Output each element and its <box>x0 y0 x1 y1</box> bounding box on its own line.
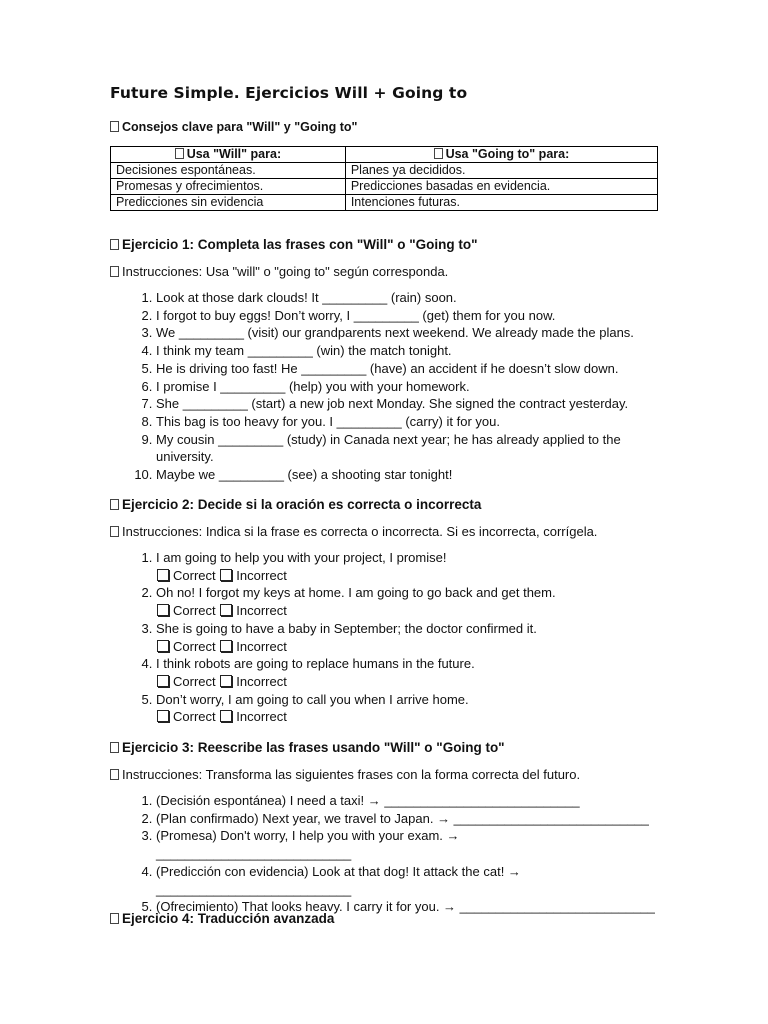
exercise-icon <box>110 499 119 510</box>
list-item: 8. This bag is too heavy for you. I _________ (carry) it for you. <box>156 413 658 431</box>
checkbox-correct[interactable] <box>157 604 169 616</box>
table-header-row <box>111 147 658 163</box>
list-item: 4. I think robots are going to replace humans in the future. Correct Incorrect <box>156 655 658 690</box>
list-item: 6. I promise I _________ (help) you with your homework. <box>156 378 658 396</box>
list-item: 4. I think my team _________ (win) the match tonight. <box>156 342 658 360</box>
checkbox-incorrect[interactable] <box>220 640 232 652</box>
checkbox-incorrect[interactable] <box>220 675 232 687</box>
instructions-icon <box>110 769 119 780</box>
table-header-will: Usa "Will" para: <box>111 147 346 163</box>
exercise-icon <box>110 239 119 250</box>
answer-options: Correct Incorrect <box>156 708 658 726</box>
checkbox-correct[interactable] <box>157 640 169 652</box>
will-going-to-table <box>110 146 658 211</box>
table-header-going-to: Usa "Going to" para: <box>345 147 657 163</box>
list-item: 9. My cousin _________ (study) in Canada next year; he has already applied to the university. <box>156 431 658 466</box>
table-cell: Promesas y ofrecimientos. <box>111 179 346 195</box>
exercise-2-heading: Ejercicio 2: Decide si la oración es correcta o incorrecta <box>110 497 658 512</box>
checkbox-correct[interactable] <box>157 675 169 687</box>
list-item: 4. (Predicción con evidencia) Look at that dog! It attack the cat! → ___________________________ <box>156 863 658 898</box>
list-item: 5. Don’t worry, I am going to call you when I arrive home. Correct Incorrect <box>156 691 658 726</box>
list-item: 5. (Ofrecimiento) That looks heavy. I carry it for you. → ___________________________ <box>156 898 658 916</box>
table-cell: Intenciones futuras. <box>345 195 657 211</box>
list-item: 1. Look at those dark clouds! It _________ (rain) soon. <box>156 289 658 307</box>
header-icon <box>175 148 184 159</box>
answer-options: Correct Incorrect <box>156 673 658 691</box>
list-item: 1. I am going to help you with your project, I promise! Correct Incorrect <box>156 549 658 584</box>
tips-icon <box>110 121 119 132</box>
list-item: 1. (Decisión espontánea) I need a taxi! → ___________________________ <box>156 792 658 810</box>
table-cell: Predicciones sin evidencia <box>111 195 346 211</box>
exercise-2-instructions: Instrucciones: Indica si la frase es correcta o incorrecta. Si es incorrecta, corrígela. <box>110 524 658 539</box>
list-item: 3. She is going to have a baby in September; the doctor confirmed it. Correct Incorrect <box>156 620 658 655</box>
page-title: Future Simple. Ejercicios Will + Going to <box>110 84 468 102</box>
exercise-3-heading: Ejercicio 3: Reescribe las frases usando "Will" o "Going to" <box>110 740 658 755</box>
exercise-1-list <box>110 289 658 484</box>
instructions-icon <box>110 266 119 277</box>
tips-heading <box>110 120 658 134</box>
instructions-icon <box>110 526 119 537</box>
table-row <box>111 163 658 179</box>
checkbox-incorrect[interactable] <box>220 604 232 616</box>
exercise-icon <box>110 913 119 924</box>
exercise-1-heading: Ejercicio 1: Completa las frases con "Will" o "Going to" <box>110 237 658 252</box>
table-cell: Predicciones basadas en evidencia. <box>345 179 657 195</box>
checkbox-correct[interactable] <box>157 710 169 722</box>
answer-options: Correct Incorrect <box>156 638 658 656</box>
list-item: 3. We _________ (visit) our grandparents next weekend. We already made the plans. <box>156 324 658 342</box>
table-cell: Planes ya decididos. <box>345 163 657 179</box>
exercise-4 <box>110 911 658 926</box>
answer-options: Correct Incorrect <box>156 602 658 620</box>
checkbox-incorrect[interactable] <box>220 710 232 722</box>
exercise-icon <box>110 742 119 753</box>
exercise-3-instructions: Instrucciones: Transforma las siguientes frases con la forma correcta del futuro. <box>110 767 658 782</box>
list-item: 2. (Plan confirmado) Next year, we travel to Japan. → ___________________________ <box>156 810 658 828</box>
answer-options: Correct Incorrect <box>156 567 658 585</box>
table-cell: Decisiones espontáneas. <box>111 163 346 179</box>
checkbox-incorrect[interactable] <box>220 569 232 581</box>
exercise-3 <box>110 740 658 916</box>
exercise-3-list <box>110 792 658 916</box>
checkbox-correct[interactable] <box>157 569 169 581</box>
exercise-1 <box>110 237 658 484</box>
list-item: 7. She _________ (start) a new job next Monday. She signed the contract yesterday. <box>156 395 658 413</box>
document-page <box>110 84 658 211</box>
list-item: 10. Maybe we _________ (see) a shooting star tonight! <box>156 466 658 484</box>
exercise-4-heading: Ejercicio 4: Traducción avanzada <box>110 911 658 926</box>
table-row <box>111 195 658 211</box>
tips-title: Consejos clave para "Will" y "Going to" <box>122 120 358 134</box>
list-item: 2. Oh no! I forgot my keys at home. I am going to go back and get them. Correct Incorrect <box>156 584 658 619</box>
table-row <box>111 179 658 195</box>
list-item: 5. He is driving too fast! He _________ (have) an accident if he doesn’t slow down. <box>156 360 658 378</box>
list-item: 2. I forgot to buy eggs! Don’t worry, I _________ (get) them for you now. <box>156 307 658 325</box>
exercise-2-list <box>110 549 658 726</box>
header-icon <box>434 148 443 159</box>
exercise-2 <box>110 497 658 726</box>
exercise-1-instructions: Instrucciones: Usa "will" o "going to" según corresponda. <box>110 264 658 279</box>
list-item: 3. (Promesa) Don't worry, I help you with your exam. → ___________________________ <box>156 827 658 862</box>
